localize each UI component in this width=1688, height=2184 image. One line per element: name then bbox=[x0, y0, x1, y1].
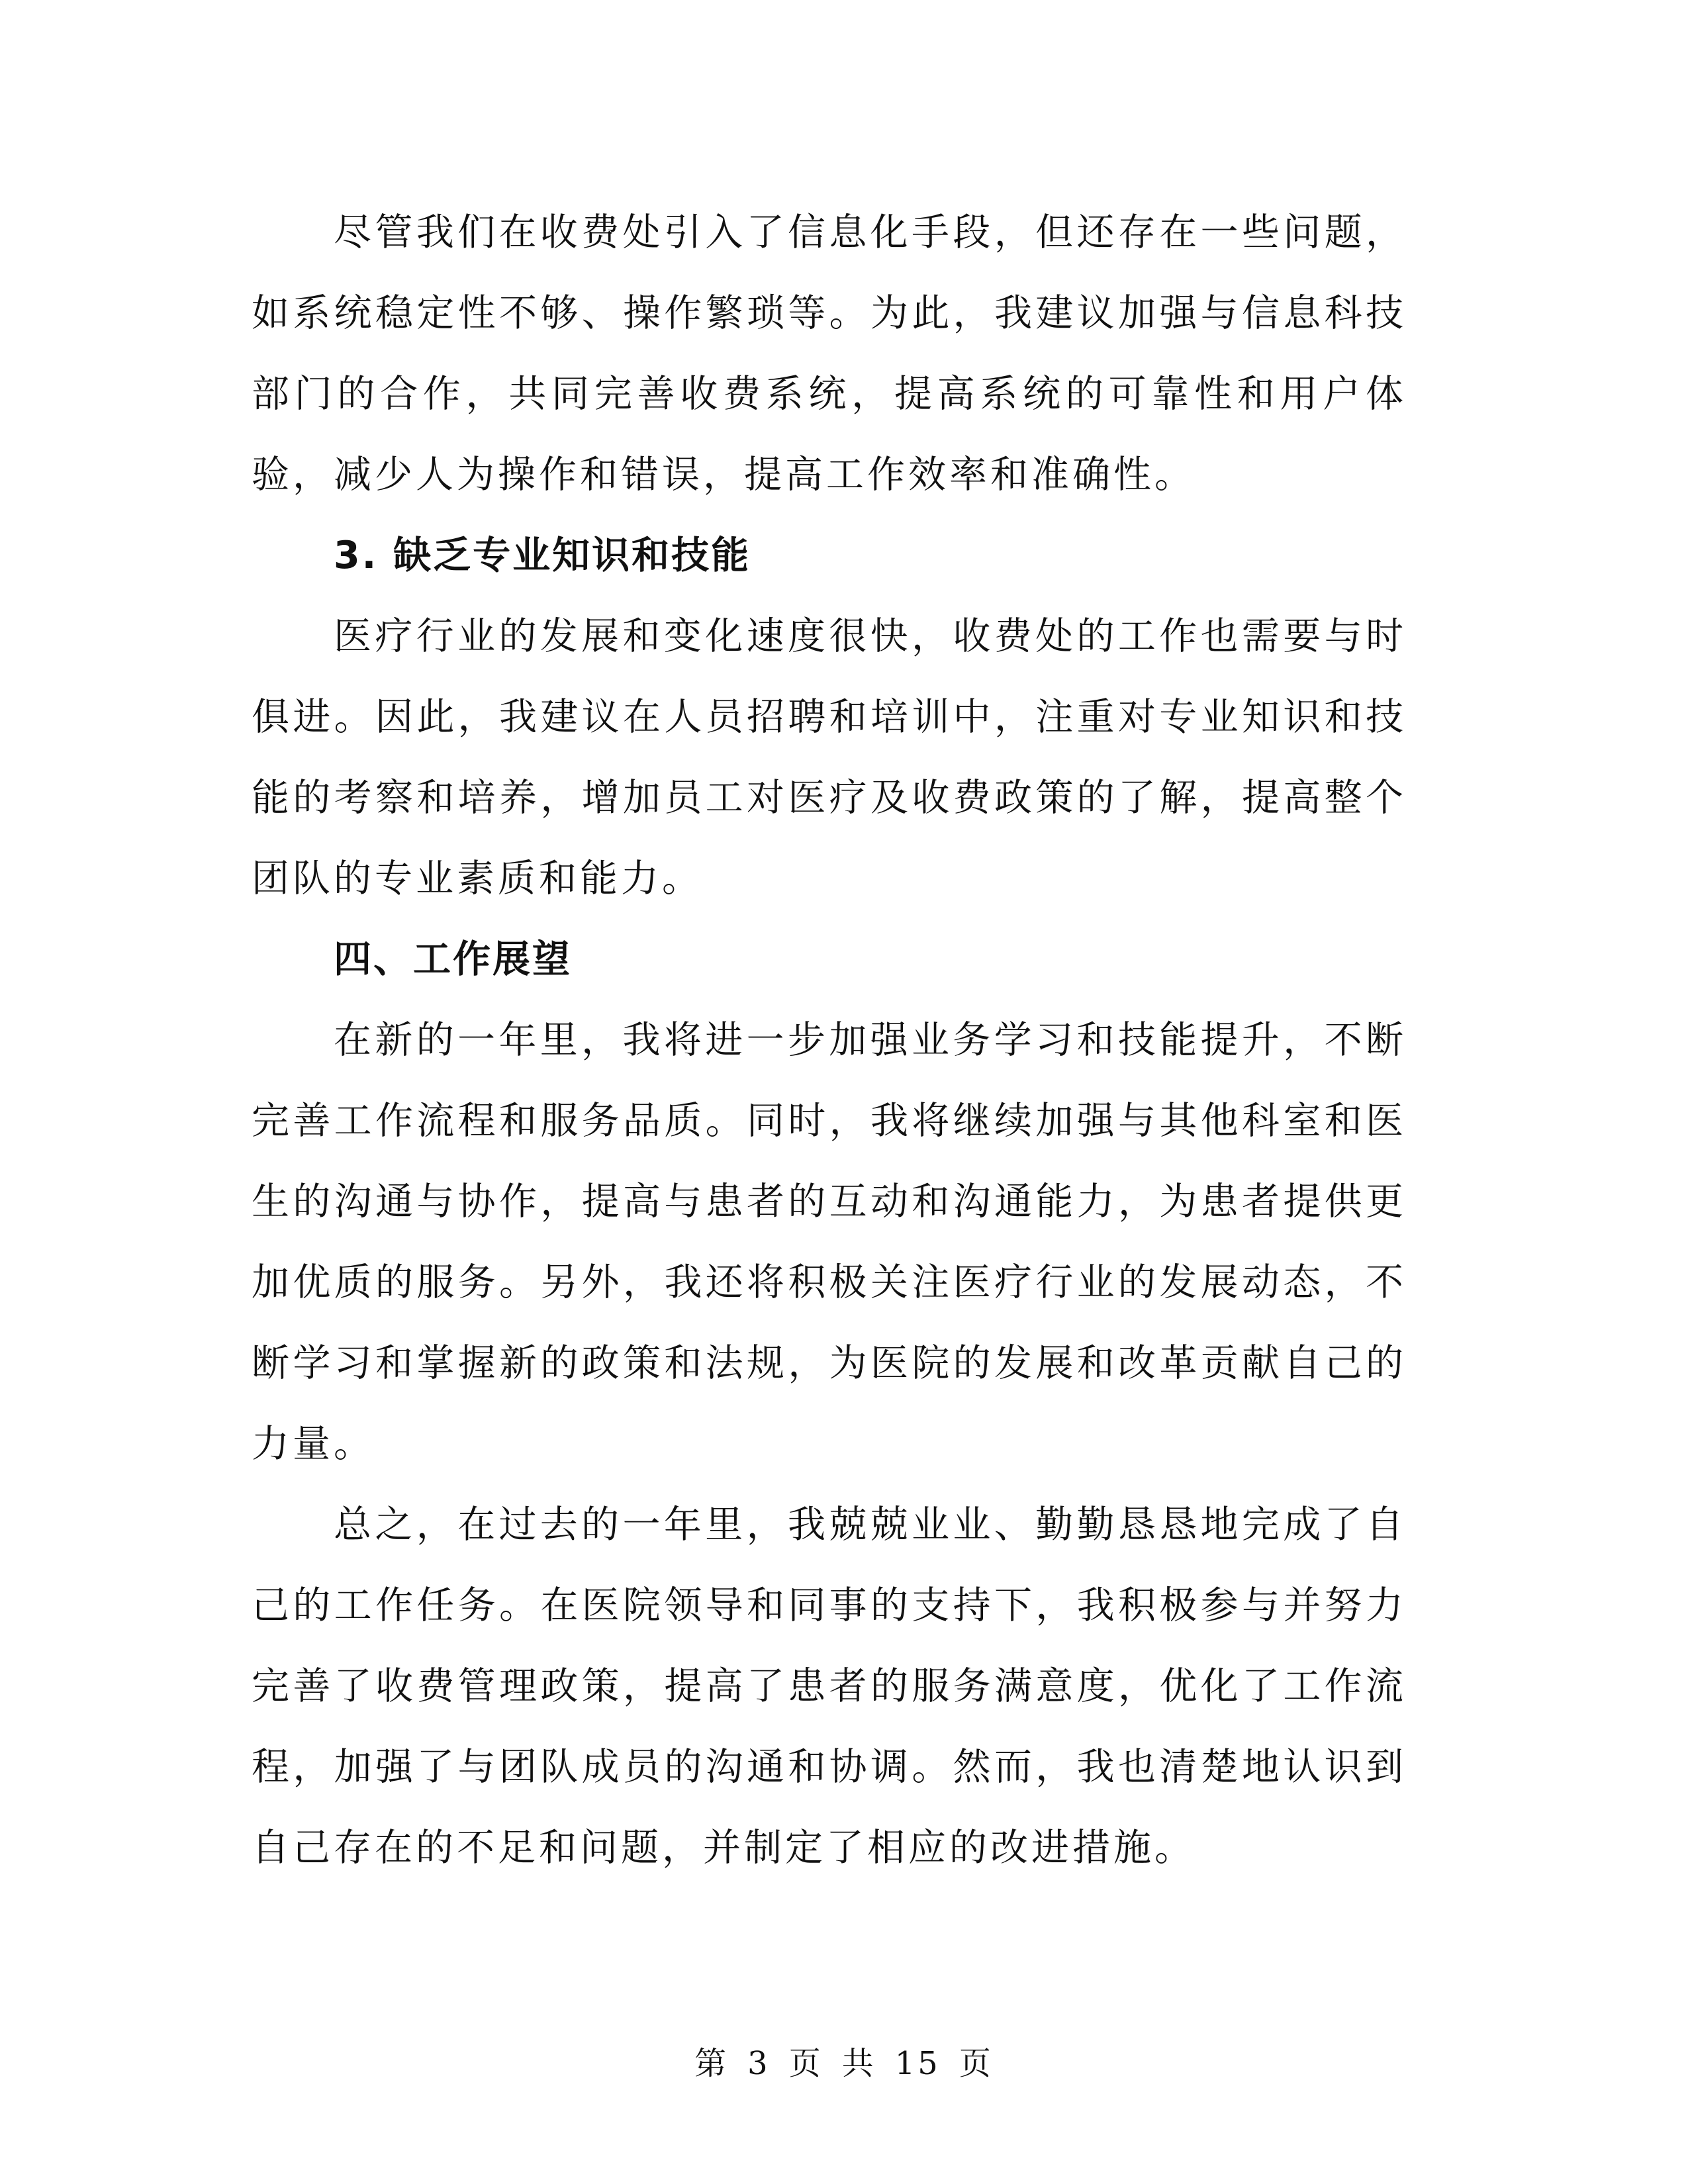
footer-current-page: 3 bbox=[747, 2045, 771, 2082]
paragraph-summary: 总之，在过去的一年里，我兢兢业业、勤勤恳恳地完成了自己的工作任务。在医院领导和同事的支持下，我积极参与并努力完善了收费管理政策，提高了患者的服务满意度，优化了工作流程，加强了与团队成员的沟通和协调。然而，我也清楚地认识到自己存在的不足和问题，并制定了相应的改进措施。 bbox=[252, 1503, 1407, 1870]
footer-total-suffix: 页 bbox=[959, 2045, 994, 2082]
footer-prefix: 第 bbox=[694, 2045, 729, 2082]
footer-total-prefix: 共 bbox=[841, 2045, 876, 2082]
paragraph-system-issues: 尽管我们在收费处引入了信息化手段，但还存在一些问题，如系统稳定性不够、操作繁琐等。为此，我建议加强与信息科技部门的合作，共同完善收费系统，提高系统的可靠性和用户体验，减少人为操作和错误，提高工作效率和准确性。 bbox=[252, 211, 1407, 497]
paragraph-outlook: 在新的一年里，我将进一步加强业务学习和技能提升，不断完善工作流程和服务品质。同时，我将继续加强与其他科室和医生的沟通与协作，提高与患者的互动和沟通能力，为患者提供更加优质的服务。另外，我还将积极关注医疗行业的发展动态，不断学习和掌握新的政策和法规，为医院的发展和改革贡献自己的力量。 bbox=[252, 1018, 1407, 1466]
footer-total-pages: 15 bbox=[894, 2045, 941, 2082]
section-heading-work-outlook: 四、工作展望 bbox=[334, 937, 572, 981]
paragraph-skills: 医疗行业的发展和变化速度很快，收费处的工作也需要与时俱进。因此，我建议在人员招聘和培训中，注重对专业知识和技能的考察和培养，增加员工对医疗及收费政策的了解，提高整个团队的专业素质和能力。 bbox=[252, 614, 1407, 900]
document-page bbox=[252, 192, 1407, 1888]
footer-page-word: 页 bbox=[788, 2045, 823, 2082]
page-number-footer bbox=[0, 2038, 1688, 2083]
section-heading-lack-of-skills: 3. 缺乏专业知识和技能 bbox=[334, 534, 751, 577]
